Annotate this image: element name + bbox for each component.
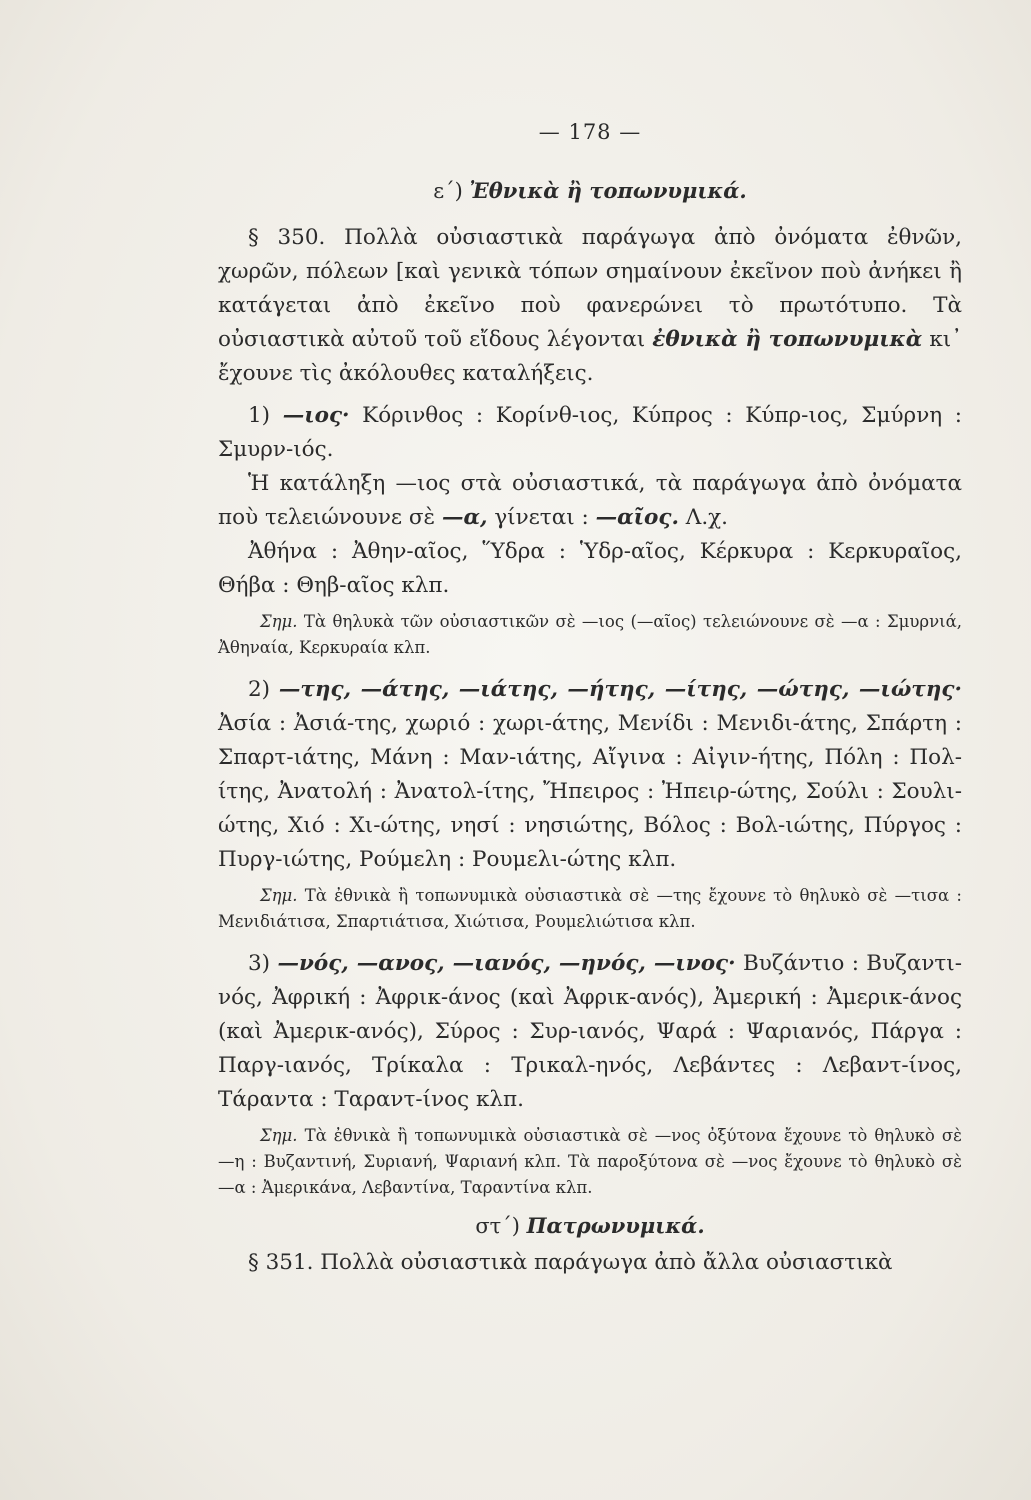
section-st-title: Πατρωνυμικά. (526, 1213, 705, 1238)
rule-3 (218, 947, 962, 1117)
paragraph-350 (218, 221, 962, 391)
rule-1-remark-a: Ἡ κατάληξη —ιος στὰ οὐσιαστικά, τὰ παράγωγα ἀπὸ ὀνόματα ποὺ τελειώνουνε σὲ (218, 471, 962, 530)
note-3-label: Σημ. (260, 1126, 298, 1145)
rule-1 (218, 399, 962, 467)
rule-1-examples-2: Ἀθήνα : Ἀθην-αῖος, Ὕδρα : Ὑδρ-αῖος, Κέρκυρα : Κερκυραῖος, Θήβα : Θηβ-αῖος κλπ. (218, 539, 962, 598)
rule-3-suffix: —νός, —ανος, —ιανός, —ηνός, —ινος· (277, 951, 736, 976)
rule-1-remark (218, 467, 962, 535)
text-column (218, 120, 962, 1280)
page-number: — 178 — (538, 120, 642, 144)
p350-text-c: κι᾿ ἔχουνε τὶς ἀκόλουθες καταλήξεις. (218, 327, 962, 386)
note-2-text: Τὰ ἐθνικὰ ἢ τοπωνυμικὰ οὐσιαστικὰ σὲ —της ἔχουνε τὸ θηλυκὸ σὲ —τισα : Μενιδιάτισα, Σπαρτιάτισα, Χιώτισα, Ρουμελιώτισα κλπ. (218, 886, 962, 931)
rule-1-remark-d: —αῖος. (595, 505, 679, 530)
note-3 (218, 1123, 962, 1201)
note-1-text: Τὰ θηλυκὰ τῶν οὐσιαστικῶν σὲ —ιος (—αῖος) τελειώνουνε σὲ —α : Σμυρνιά, Ἀθηναία, Κερκυραία κλπ. (218, 612, 962, 657)
rule-1-examples: Κόρινθος : Κορίνθ-ιος, Κύπρος : Κύπρ-ιος, Σμύρνη : Σμυρν-ιός. (218, 403, 963, 462)
rule-1-suffix: —ιος· (282, 403, 350, 428)
section-title: Ἐθνικὰ ἢ τοπωνυμικά. (469, 178, 747, 203)
rule-1-remark-e: Λ.χ. (685, 505, 729, 530)
rule-2-number: 2) (248, 677, 271, 702)
rule-1-number: 1) (248, 403, 271, 428)
section-label: ε΄) (433, 179, 463, 203)
rule-1-remark-c: γίνεται : (494, 505, 589, 530)
rule-3-number: 3) (248, 951, 271, 976)
note-3-text: Τὰ ἐθνικὰ ἢ τοπωνυμικὰ οὐσιαστικὰ σὲ —νος ὀξύτονα ἔχουνε τὸ θηλυκὸ σὲ —η : Βυζαντινή, Συριανή, Ψαριανή κλπ. Τὰ παροξύτονα σὲ —νος ἔχουνε τὸ θηλυκὸ σὲ —α : Ἀμερικάνα, Λεβαντίνα, Ταραντίνα κλπ. (218, 1126, 963, 1197)
rule-2 (218, 673, 962, 877)
note-1-label: Σημ. (260, 612, 298, 631)
section-heading-e (218, 178, 962, 203)
p350-term: ἐθνικὰ ἢ τοπωνυμικὰ (652, 327, 923, 352)
rule-1-remark-b: —α, (441, 505, 488, 530)
section-st-label: στ΄) (475, 1214, 520, 1238)
note-2 (218, 883, 962, 935)
note-2-label: Σημ. (260, 886, 298, 905)
rule-2-suffix: —της, —άτης, —ιάτης, —ήτης, —ίτης, —ώτης, —ιώτης· (278, 677, 962, 702)
rule-3-examples: Βυζάντιο : Βυζαντι-νός, Ἀφρική : Ἀφρικ-άνος (καὶ Ἀφρικ-ανός), Ἀμερική : Ἀμερικ-άνος (καὶ Ἀμερικ-ανός), Σύρος : Συρ-ιανός, Ψαρά : Ψαριανός, Πάργα : Παργ-ιανός, Τρίκαλα : Τρικαλ-ηνός, Λεβάντες : Λεβαντ-ίνος, Τάραντα : Ταραντ-ίνος κλπ. (218, 951, 962, 1112)
note-1 (218, 609, 962, 661)
section-heading-st (218, 1213, 962, 1238)
paragraph-351: § 351. Πολλὰ οὐσιαστικὰ παράγωγα ἀπὸ ἄλλα οὐσιαστικὰ (248, 1250, 893, 1275)
rule-2-examples: Ἀσία : Ἀσιά-της, χωριό : χωρι-άτης, Μενίδι : Μενιδι-άτης, Σπάρτη : Σπαρτ-ιάτης, Μάνη : Μαν-ιάτης, Αἴγινα : Αἰγιν-ήτης, Πόλη : Πολ-ίτης, Ἀνατολή : Ἀνατολ-ίτης, Ἤπειρος : Ἠπειρ-ώτης, Σούλι : Σουλι-ώτης, Χιό : Χι-ώτης, νησί : νησιώτης, Βόλος : Βολ-ιώτης, Πύργος : Πυργ-ιώτης, Ρούμελη : Ρουμελι-ώτης κλπ. (218, 711, 962, 872)
p350-text-a: § 350. Πολλὰ οὐσιαστικὰ παράγωγα ἀπὸ ὀνόματα ἐθνῶν, χωρῶν, πόλεων [καὶ γενικὰ τόπων σημαίνουν ἐκεῖνον ποὺ ἀνήκει ἢ κατάγεται ἀπὸ ἐκεῖνο ποὺ φανερώνει τὸ πρωτότυπο. Τὰ οὐσιαστικὰ αὐτοῦ τοῦ εἴδους λέγονται (218, 225, 962, 352)
